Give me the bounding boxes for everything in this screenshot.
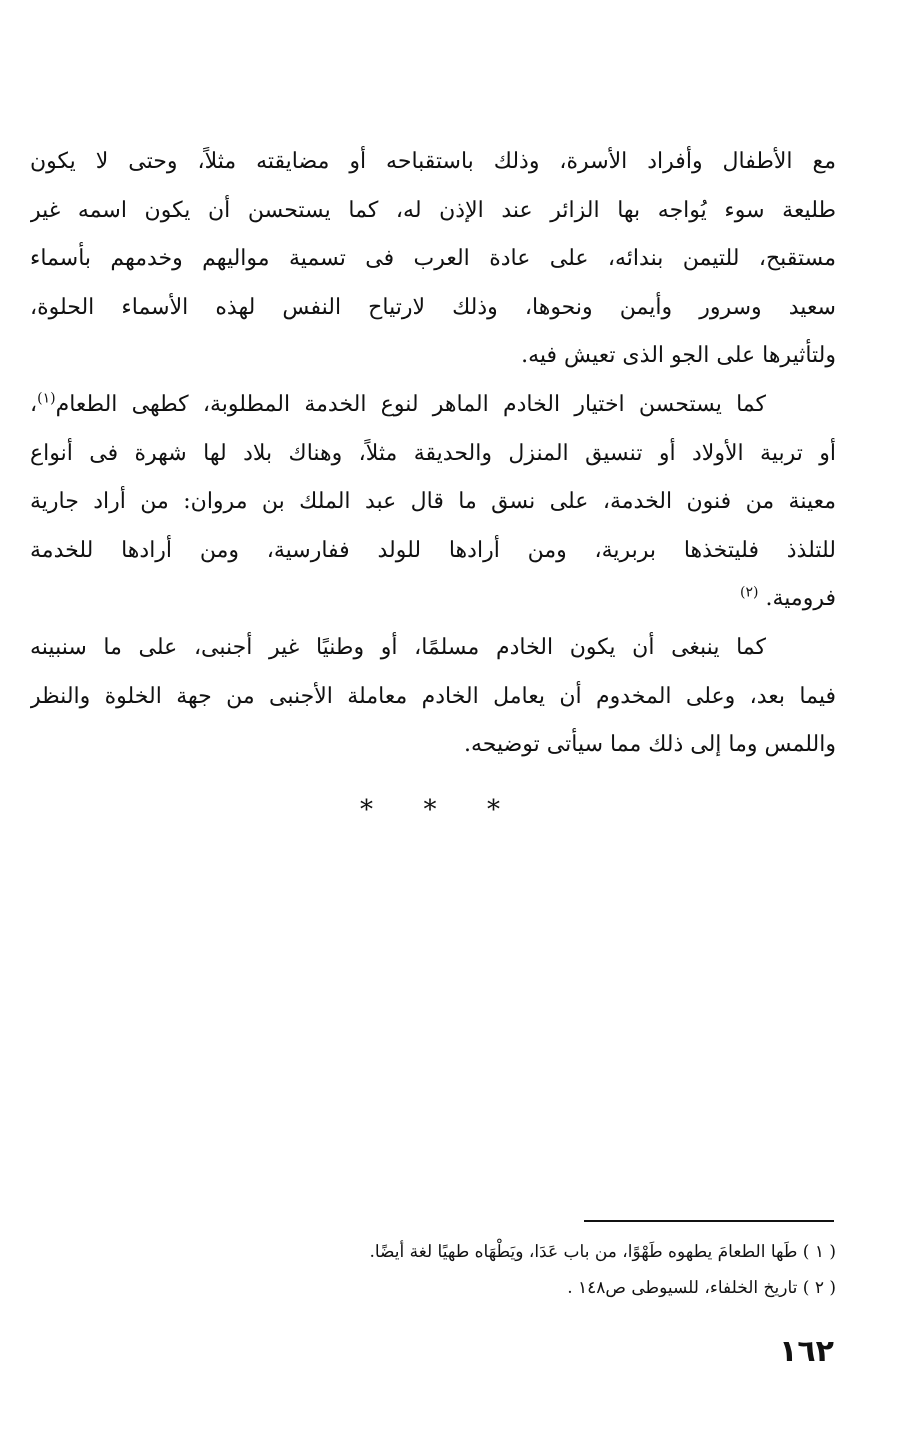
text-line [30,381,836,430]
asterisk: * [487,795,500,825]
text-line: معينة من فنون الخدمة، على نسق ما قال عبد الملك بن مروان: من أراد جارية [30,489,836,515]
text-line: سعيد وسرور وأيمن ونحوها، وذلك لارتياح النفس لهذه الأسماء الحلوة، [30,294,836,320]
footnote-divider [584,1220,834,1222]
asterisk: * [423,795,437,825]
section-separator [360,795,500,825]
footnote-ref-2: (٢) [740,585,759,602]
footnote-ref-1: (١) [37,390,56,407]
text-line: ولتأثيرها على الجو الذى تعيش فيه. [521,343,836,369]
text-line: مع الأطفال وأفراد الأسرة، وذلك باستقباحه أو مضايقته مثلاً، وحتى لا يكون [30,149,836,174]
text-line: طليعة سوء يُواجه بها الزائر عند الإذن له، كما يستحسن أن يكون اسمه غير [30,197,836,223]
text-segment: كما يستحسن اختيار الخادم الماهر لنوع الخدمة المطلوبة، كطهى الطعام [55,391,766,417]
asterisk: * [360,795,373,825]
main-text [30,138,836,770]
text-line [30,575,836,624]
footnote-1: ( ١ ) طَها الطعامَ يطهوه طَهْوًا، من باب عَدَا، ويَطْهَاه طهيًا لغة أيضًا. [369,1242,836,1262]
text-line: أو تربية الأولاد أو تنسيق المنزل والحديقة مثلاً، وهناك بلاد لها شهرة فى أنواع [30,440,836,466]
page-number: ١٦٢ [779,1334,834,1369]
text-line: كما ينبغى أن يكون الخادم مسلمًا، أو وطنيًا غير أجنبى، على ما سنبينه [30,634,766,660]
footnote-2: ( ٢ ) تاريخ الخلفاء، للسيوطى ص١٤٨ . [567,1278,836,1298]
text-segment: ، [30,391,38,417]
text-line: واللمس وما إلى ذلك مما سيأتى توضيحه. [464,732,836,758]
text-line: للتلذذ فليتخذها بربرية، ومن أرادها للولد ففارسية، ومن أرادها للخدمة [30,537,836,563]
footnotes [200,1234,836,1306]
text-segment: فرومية. [765,586,836,612]
text-line: فيما بعد، وعلى المخدوم أن يعامل الخادم معاملة الأجنبى من جهة الخلوة والنظر [30,683,836,709]
text-line: مستقبح، للتيمن بندائه، على عادة العرب فى تسمية مواليهم وخدمهم بأسماء [30,246,836,272]
